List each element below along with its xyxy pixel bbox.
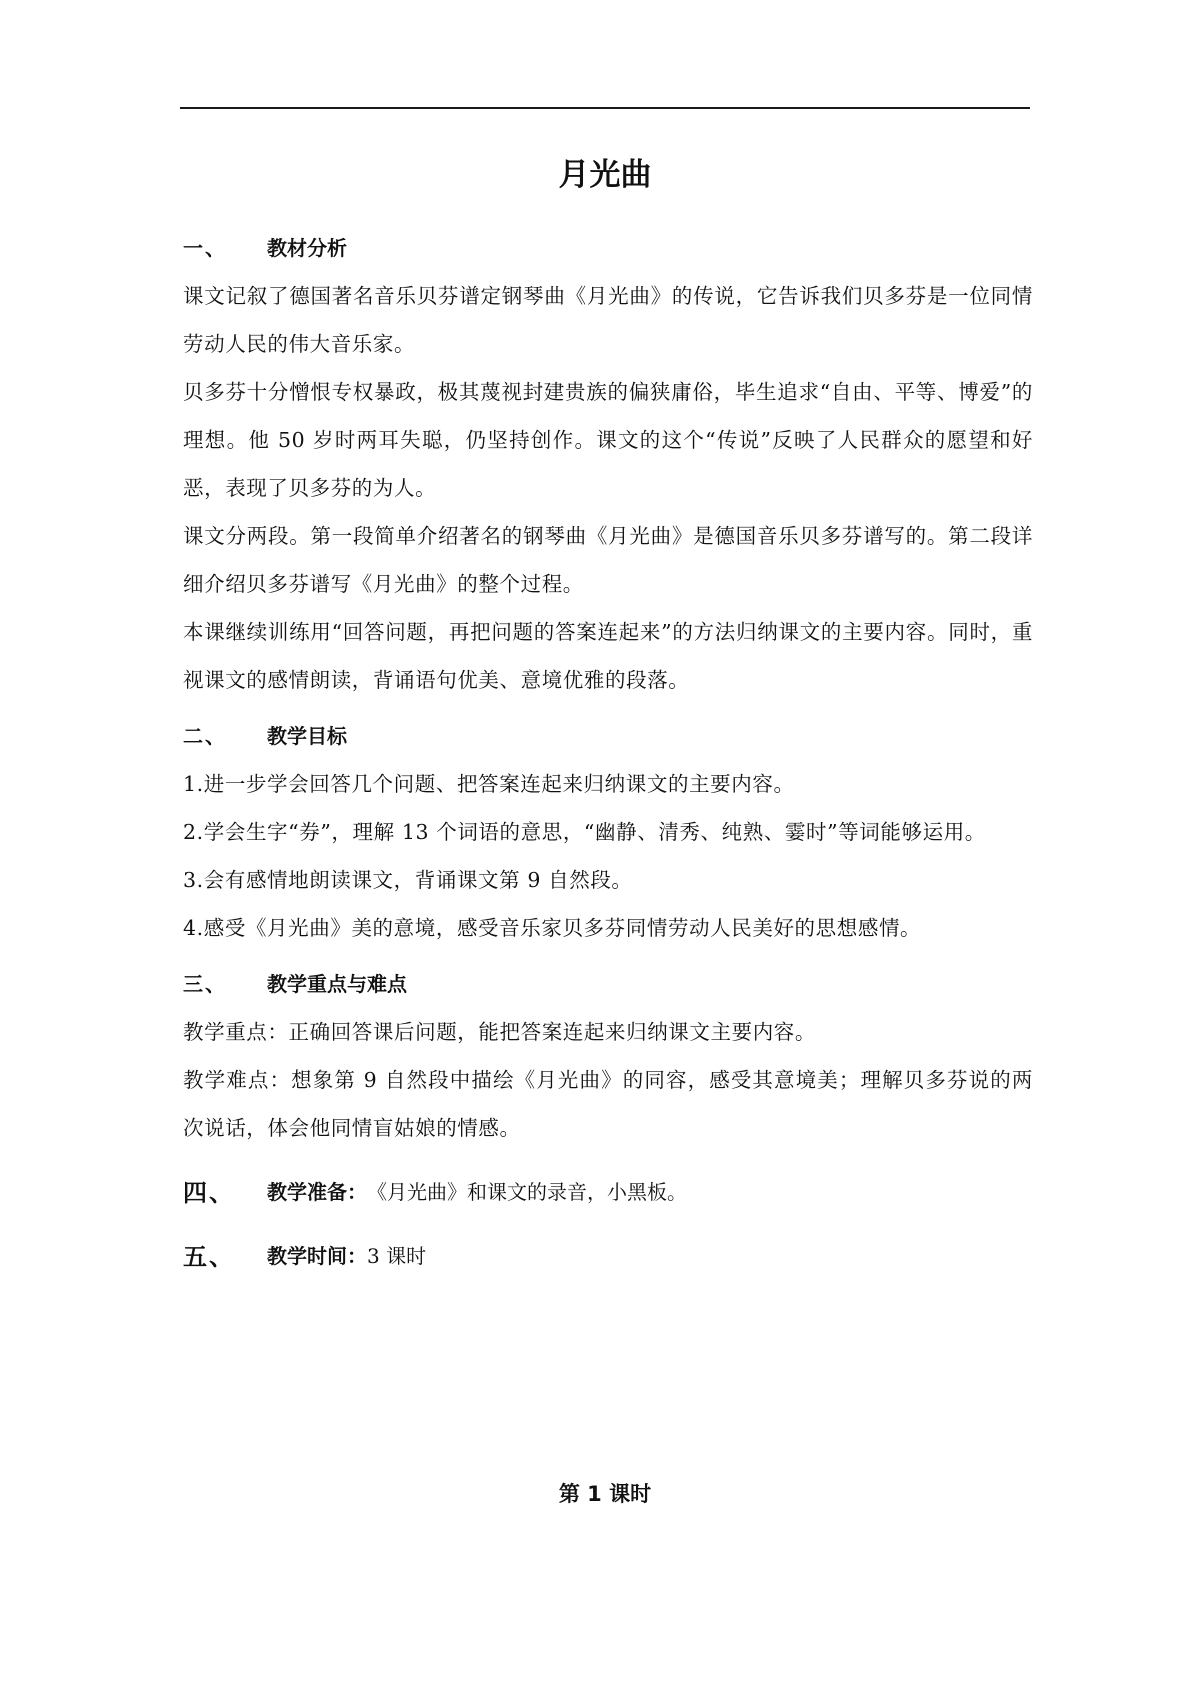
section-label: 教学准备： <box>267 1179 367 1204</box>
section-label: 教学时间： <box>267 1243 367 1268</box>
paragraph: 贝多芬十分憎恨专权暴政，极其蔑视封建贵族的偏狭庸俗，毕生追求“自由、平等、博爱”的理想。他 50 岁时两耳失聪，仍坚持创作。课文的这个“传说”反映了人民群众的愿望和好恶，表现了贝多芬的为人。 <box>183 380 1033 500</box>
section-number: 二、 <box>183 723 227 748</box>
section-heading-1 <box>183 228 1033 264</box>
section-value: 《月光曲》和课文的录音，小黑板。 <box>367 1179 687 1204</box>
section-number: 五、 <box>183 1242 235 1271</box>
section-heading-3 <box>183 964 1033 1000</box>
section-label: 教学重点与难点 <box>267 971 407 996</box>
section-heading-2 <box>183 716 1033 752</box>
section-value: 3 课时 <box>367 1243 427 1268</box>
page-title: 月光曲 <box>558 157 652 193</box>
paragraph: 本课继续训练用“回答问题，再把问题的答案连起来”的方法归纳课文的主要内容。同时，重视课文的感情朗读，背诵语句优美、意境优雅的段落。 <box>183 620 1033 692</box>
list-item: 教学难点：想象第 9 自然段中描绘《月光曲》的同容，感受其意境美；理解贝多芬说的两次说话，体会他同情盲姑娘的情感。 <box>183 1068 1033 1140</box>
section-label: 教材分析 <box>267 235 347 260</box>
list-item: 2.学会生字“券”，理解 13 个词语的意思，“幽静、清秀、纯熟、霎时”等词能够运用。 <box>183 820 986 844</box>
section-number: 三、 <box>183 971 227 996</box>
list-item: 3.会有感情地朗读课文，背诵课文第 9 自然段。 <box>183 868 633 892</box>
list-item: 1.进一步学会回答几个问题、把答案连起来归纳课文的主要内容。 <box>183 772 795 796</box>
section-label: 教学目标 <box>267 723 347 748</box>
section-heading-5 <box>183 1236 1033 1272</box>
paragraph: 课文记叙了德国著名音乐贝芬谱定钢琴曲《月光曲》的传说，它告诉我们贝多芬是一位同情劳动人民的伟大音乐家。 <box>183 284 1033 356</box>
section-number: 一、 <box>183 235 227 260</box>
lesson-heading: 第 1 课时 <box>558 1482 652 1506</box>
section-heading-4 <box>183 1172 1033 1208</box>
section-number: 四、 <box>183 1178 235 1207</box>
header-rule <box>180 107 1030 109</box>
paragraph: 课文分两段。第一段简单介绍著名的钢琴曲《月光曲》是德国音乐贝多芬谱写的。第二段详细介绍贝多芬谱写《月光曲》的整个过程。 <box>183 524 1033 596</box>
list-item: 4.感受《月光曲》美的意境，感受音乐家贝多芬同情劳动人民美好的思想感情。 <box>183 916 922 940</box>
list-item: 教学重点：正确回答课后问题，能把答案连起来归纳课文主要内容。 <box>183 1020 816 1044</box>
document-body <box>183 228 1033 1280</box>
